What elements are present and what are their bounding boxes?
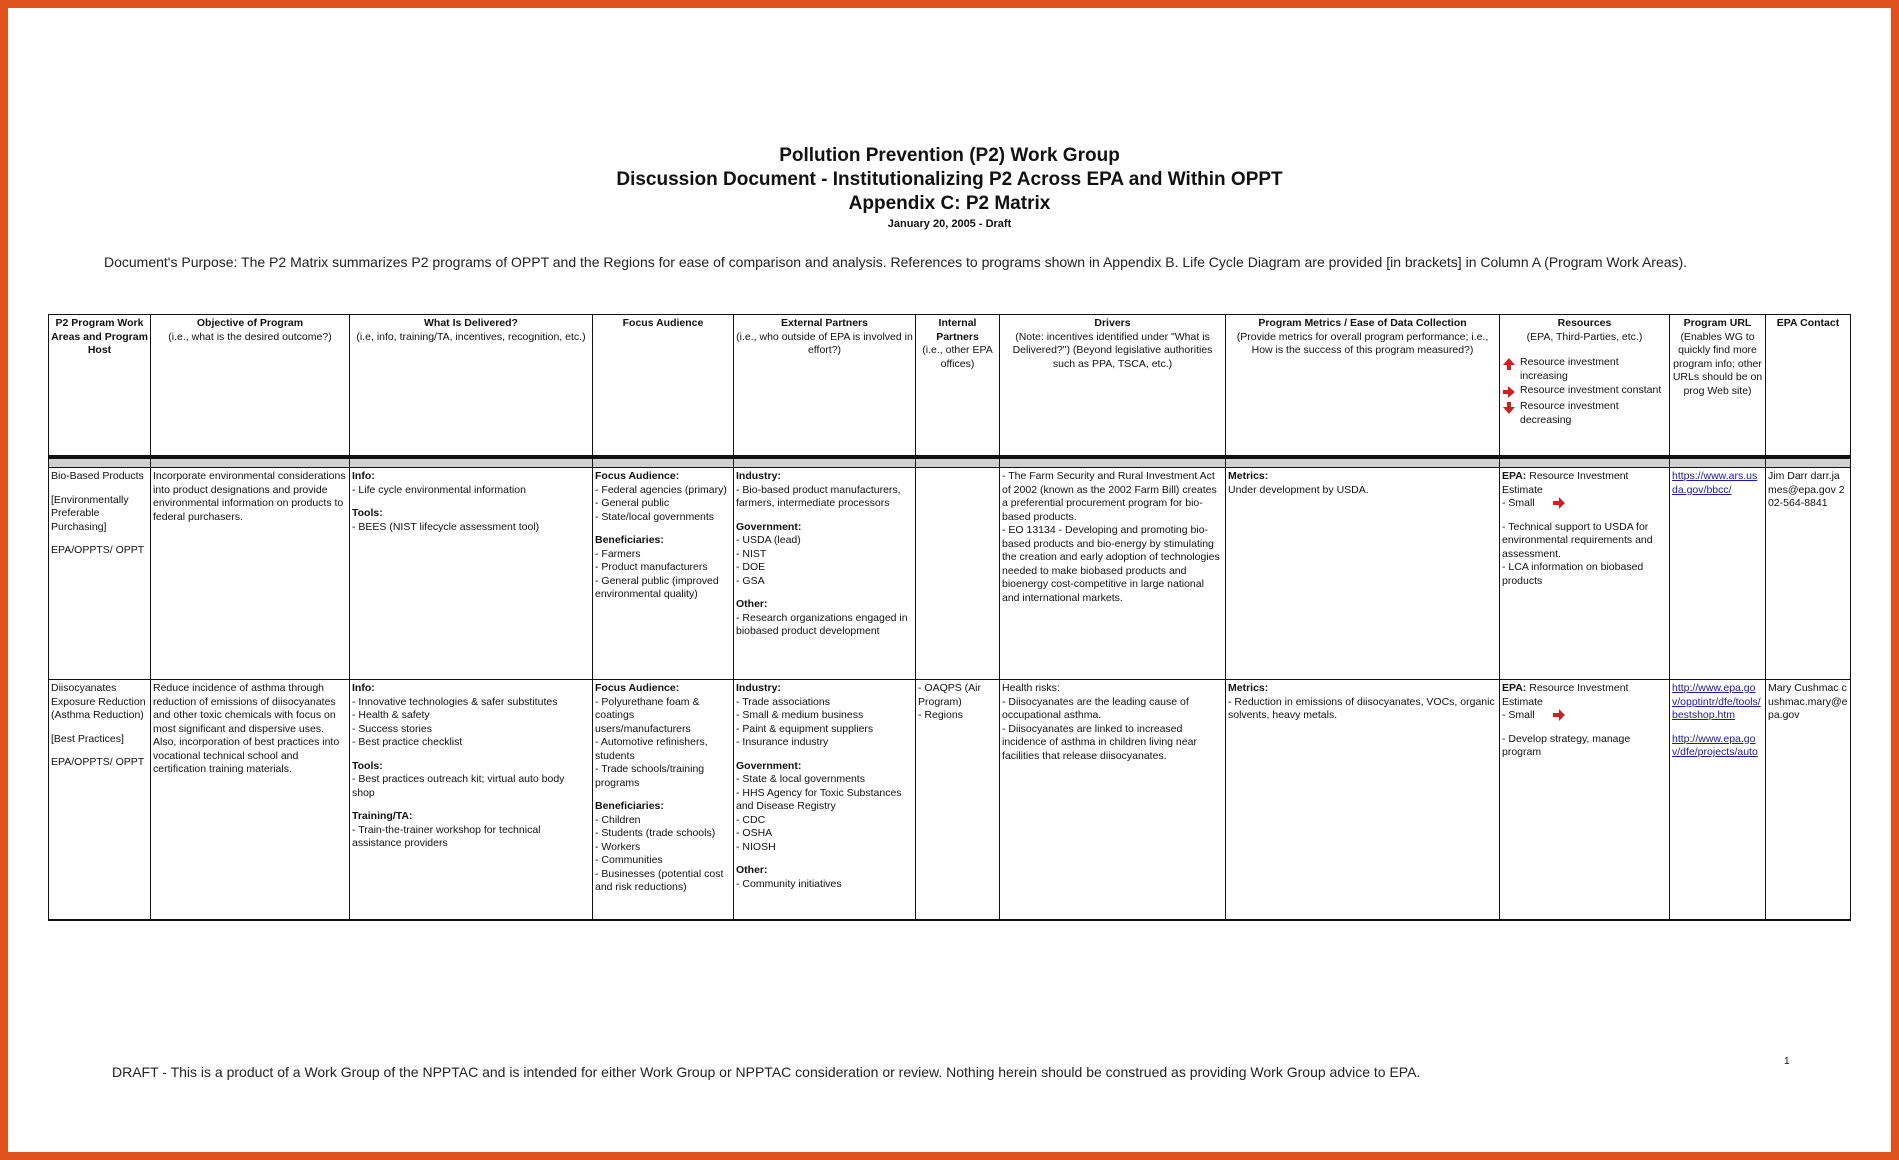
col-header-resources: Resources (EPA, Third-Parties, etc.) Resource investment increasing Resource investment constant Resource investment decreasing xyxy=(1500,315,1670,458)
cell-delivered: Info: - Life cycle environmental information Tools: - BEES (NIST lifecycle assessment tool) xyxy=(350,468,593,680)
program-url-link[interactable]: http://www.epa.gov/opptintr/dfe/tools/bestshop.htm xyxy=(1672,682,1761,721)
program-url-link[interactable]: http://www.epa.gov/dfe/projects/auto xyxy=(1672,732,1758,758)
cell-internal-partners: - OAQPS (Air Program) - Regions xyxy=(916,680,1000,921)
cell-drivers: Health risks: - Diisocyanates are the leading cause of occupational asthma. - Diisocyanates are linked to increased incidence of asthma in children living near facilities that release diisocyanates. xyxy=(1000,680,1226,921)
col-header-external-partners: External Partners (i.e., who outside of EPA is involved in effort?) xyxy=(734,315,916,458)
col-header-work-areas: P2 Program Work Areas and Program Host xyxy=(49,315,151,458)
program-url-link[interactable]: https://www.ars.usda.gov/bbcc/ xyxy=(1672,470,1758,496)
cell-url xyxy=(1670,468,1766,680)
arrow-down-icon xyxy=(1502,401,1516,415)
resource-legend xyxy=(1502,356,1667,427)
draft-date: January 20, 2005 - Draft xyxy=(887,218,1012,230)
cell-resources: EPA: Resource Investment Estimate - Small - Technical support to USDA for environmental requirements and assessment. - LCA information on biobased products xyxy=(1500,468,1670,680)
legend-decreasing: Resource investment decreasing xyxy=(1502,400,1667,427)
cell-contact: Mary Cushmac cushmac.mary@epa.gov xyxy=(1766,680,1851,921)
col-header-contact: EPA Contact xyxy=(1766,315,1851,458)
cell-resources: EPA: Resource Investment Estimate - Small - Develop strategy, manage program xyxy=(1500,680,1670,921)
cell-focus-audience: Focus Audience: - Polyurethane foam & coatings users/manufacturers - Automotive refinishers, students - Trade schools/training programs Beneficiaries: - Children - Students (trade schools) - Workers - Communities - Businesses (potential cost and risk reductions) xyxy=(593,680,734,921)
title-line-3: Appendix C: P2 Matrix xyxy=(848,193,1051,214)
cell-contact: Jim Darr darr.james@epa.gov 202-564-8841 xyxy=(1766,468,1851,680)
cell-objective: Incorporate environmental considerations into product designations and provide environmental information on products to federal purchasers. xyxy=(151,468,350,680)
col-header-metrics: Program Metrics / Ease of Data Collection (Provide metrics for overall program performance; i.e., How is the success of this program measured?) xyxy=(1226,315,1500,458)
document-purpose: Document's Purpose: The P2 Matrix summarizes P2 programs of OPPT and the Regions for ease of comparison and analysis. References to programs shown in Appendix B. Life Cycle Diagram are provided [in brackets] in Column A (Program Work Areas). xyxy=(104,254,1688,270)
cell-internal-partners xyxy=(916,468,1000,680)
draft-footer: DRAFT - This is a product of a Work Group of the NPPTAC and is intended for either Work Group or NPPTAC consideration or review. Nothing herein should be construed as providing Work Group advice to EPA. xyxy=(112,1064,1421,1080)
legend-increasing: Resource investment increasing xyxy=(1502,356,1667,383)
table-row xyxy=(49,680,1851,921)
cell-external-partners: Industry: - Trade associations - Small & medium business - Paint & equipment suppliers - Insurance industry Government: - State & local governments - HHS Agency for Toxic Substances and Disease Registry - CDC - OSHA - NIOSH Other: - Community initiatives xyxy=(734,680,916,921)
col-header-internal-partners: Internal Partners (i.e., other EPA offices) xyxy=(916,315,1000,458)
col-header-drivers: Drivers (Note: incentives identified under "What is Delivered?") (Beyond legislative authorities such as PPA, TSCA, etc.) xyxy=(1000,315,1226,458)
header-separator xyxy=(49,457,1851,468)
cell-url xyxy=(1670,680,1766,921)
p2-matrix-table xyxy=(48,314,1851,921)
cell-focus-audience: Focus Audience: - Federal agencies (primary) - General public - State/local governments Beneficiaries: - Farmers - Product manufacturers - General public (improved environmental quality) xyxy=(593,468,734,680)
col-header-url: Program URL (Enables WG to quickly find more program info; other URLs should be on prog Web site) xyxy=(1670,315,1766,458)
header-row xyxy=(49,315,1851,458)
cell-work-area: Bio-Based Products [Environmentally Preferable Purchasing] EPA/OPPTS/ OPPT xyxy=(49,468,151,680)
col-header-focus-audience: Focus Audience xyxy=(593,315,734,458)
arrow-up-icon xyxy=(1502,357,1516,371)
col-header-delivered: What Is Delivered? (i.e, info, training/TA, incentives, recognition, etc.) xyxy=(350,315,593,458)
page-number: 1 xyxy=(1784,1056,1790,1067)
cell-work-area: Diisocyanates Exposure Reduction (Asthma Reduction) [Best Practices] EPA/OPPTS/ OPPT xyxy=(49,680,151,921)
table-row xyxy=(49,468,1851,680)
cell-objective: Reduce incidence of asthma through reduction of emissions of diisocyanates and other toxic chemicals with focus on most significant and dispersive uses. Also, incorporation of best practices into vocational technical school and certification training materials. xyxy=(151,680,350,921)
cell-metrics: Metrics: Under development by USDA. xyxy=(1226,468,1500,680)
legend-constant: Resource investment constant xyxy=(1502,384,1667,399)
arrow-right-icon xyxy=(1502,385,1516,399)
cell-external-partners: Industry: - Bio-based product manufacturers, farmers, intermediate processors Government: - USDA (lead) - NIST - DOE - GSA Other: - Research organizations engaged in biobased product development xyxy=(734,468,916,680)
cell-drivers: - The Farm Security and Rural Investment Act of 2002 (known as the 2002 Farm Bill) creates a preferential procurement program for bio-based products. - EO 13134 - Developing and promoting bio-based products and bio-energy by stimulating the creation and early adoption of technologies needed to make biobased products and bioenergy cost-competitive in large national and international markets. xyxy=(1000,468,1226,680)
title-line-1: Pollution Prevention (P2) Work Group xyxy=(779,145,1120,166)
arrow-right-icon xyxy=(1552,497,1566,509)
cell-metrics: Metrics: - Reduction in emissions of diisocyanates, VOCs, organic solvents, heavy metals. xyxy=(1226,680,1500,921)
title-line-2: Discussion Document - Institutionalizing P2 Across EPA and Within OPPT xyxy=(616,169,1283,190)
arrow-right-icon xyxy=(1552,709,1566,721)
document-header xyxy=(0,144,1899,232)
cell-delivered: Info: - Innovative technologies & safer substitutes - Health & safety - Success stories - Best practice checklist Tools: - Best practices outreach kit; virtual auto body shop Training/TA: - Train-the-trainer workshop for technical assistance providers xyxy=(350,680,593,921)
col-header-objective: Objective of Program (i.e., what is the desired outcome?) xyxy=(151,315,350,458)
